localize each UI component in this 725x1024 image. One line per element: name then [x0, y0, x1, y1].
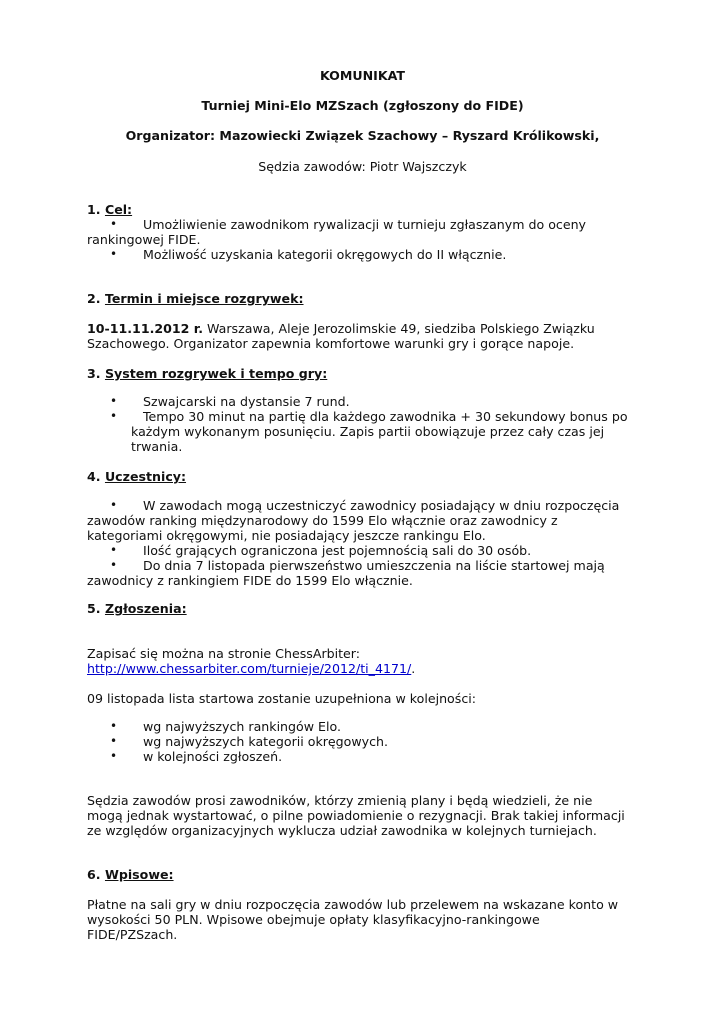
section-number: 4.	[87, 469, 101, 484]
signup-link-line	[87, 661, 415, 676]
bullet-icon: •	[110, 734, 118, 748]
paragraph-line: ze względów organizacyjnych wyklucza udział zawodnika w kolejnych turniejach.	[87, 823, 597, 838]
event-date: 10-11.11.2012 r.	[87, 321, 204, 336]
paragraph-line: Sędzia zawodów prosi zawodników, którzy zmienią plany i będą wiedzieli, że nie	[87, 793, 593, 808]
chessarbiter-link[interactable]: http://www.chessarbiter.com/turnieje/2012/ti_4171/	[87, 661, 412, 676]
list-item: Tempo 30 minut na partię dla każdego zawodnika + 30 sekundowy bonus po	[143, 409, 628, 424]
signup-text: Zapisać się można na stronie ChessArbiter:	[87, 646, 360, 661]
list-item: Szwajcarski na dystansie 7 rund.	[143, 394, 350, 409]
section-5-heading	[87, 601, 187, 616]
bullet-icon: •	[110, 409, 118, 423]
bullet-icon: •	[110, 217, 118, 231]
bullet-icon: •	[110, 719, 118, 733]
bullet-icon: •	[110, 558, 118, 572]
paragraph-line: FIDE/PZSzach.	[87, 927, 178, 942]
section-number: 6.	[87, 867, 101, 882]
bullet-icon: •	[110, 247, 118, 261]
paragraph-line: wysokości 50 PLN. Wpisowe obejmuje opłaty klasyfikacyjno-rankingowe	[87, 912, 540, 927]
section-3-heading	[87, 366, 327, 381]
list-item-continuation: trwania.	[131, 439, 183, 454]
section-title: System rozgrywek i tempo gry:	[104, 366, 328, 381]
bullet-icon: •	[110, 394, 118, 408]
list-intro: 09 listopada lista startowa zostanie uzupełniona w kolejności:	[87, 691, 476, 706]
organizer-line: Organizator: Mazowiecki Związek Szachowy – Ryszard Królikowski,	[125, 128, 600, 143]
tournament-name: Turniej Mini-Elo MZSzach (zgłoszony do FIDE)	[201, 98, 524, 113]
section-4-heading	[87, 469, 186, 484]
list-item: Umożliwienie zawodnikom rywalizacji w turnieju zgłaszanym do oceny	[143, 217, 587, 232]
section-title: Termin i miejsce rozgrywek:	[104, 291, 304, 306]
list-item-continuation: kategoriami okręgowymi, nie posiadający jeszcze rankingu Elo.	[87, 528, 486, 543]
list-item: wg najwyższych kategorii okręgowych.	[143, 734, 389, 749]
section-title: Uczestnicy:	[104, 469, 187, 484]
bullet-icon: •	[110, 749, 118, 763]
section-number: 5.	[87, 601, 101, 616]
paragraph-line: mogą jednak wystartować, o pilne powiadomienie o rezygnacji. Brak takiej informacji	[87, 808, 625, 823]
list-item-continuation: zawodów ranking międzynarodowy do 1599 Elo włącznie oraz zawodnicy z	[87, 513, 558, 528]
list-item: W zawodach mogą uczestniczyć zawodnicy posiadający w dniu rozpoczęcia	[143, 498, 620, 513]
section-1-heading	[87, 202, 132, 217]
section-title: Cel:	[104, 202, 133, 217]
section-number: 3.	[87, 366, 101, 381]
list-item: Ilość grających ograniczona jest pojemnością sali do 30 osób.	[143, 543, 532, 558]
date-location-line	[87, 321, 595, 336]
section-number: 2.	[87, 291, 101, 306]
link-suffix: .	[411, 661, 416, 676]
paragraph-line: Szachowego. Organizator zapewnia komfortowe warunki gry i gorące napoje.	[87, 336, 575, 351]
section-6-heading	[87, 867, 174, 882]
section-2-heading	[87, 291, 304, 306]
section-title: Zgłoszenia:	[104, 601, 187, 616]
bullet-icon: •	[110, 498, 118, 512]
list-item-continuation: zawodnicy z rankingiem FIDE do 1599 Elo włącznie.	[87, 573, 413, 588]
list-item: wg najwyższych rankingów Elo.	[143, 719, 341, 734]
judge-line: Sędzia zawodów: Piotr Wajszczyk	[258, 159, 467, 174]
location-text: Warszawa, Aleje Jerozolimskie 49, siedziba Polskiego Związku	[203, 321, 595, 336]
list-item: Do dnia 7 listopada pierwszeństwo umieszczenia na liście startowej mają	[143, 558, 605, 573]
section-number: 1.	[87, 202, 101, 217]
bullet-icon: •	[110, 543, 118, 557]
list-item: w kolejności zgłoszeń.	[143, 749, 283, 764]
section-title: Wpisowe:	[104, 867, 174, 882]
paragraph-line: Płatne na sali gry w dniu rozpoczęcia zawodów lub przelewem na wskazane konto w	[87, 897, 619, 912]
list-item-continuation: rankingowej FIDE.	[87, 232, 201, 247]
list-item: Możliwość uzyskania kategorii okręgowych do II włącznie.	[143, 247, 507, 262]
list-item-continuation: każdym wykonanym posunięciu. Zapis partii obowiązuje przez cały czas jej	[131, 424, 605, 439]
document-title: KOMUNIKAT	[319, 68, 405, 83]
